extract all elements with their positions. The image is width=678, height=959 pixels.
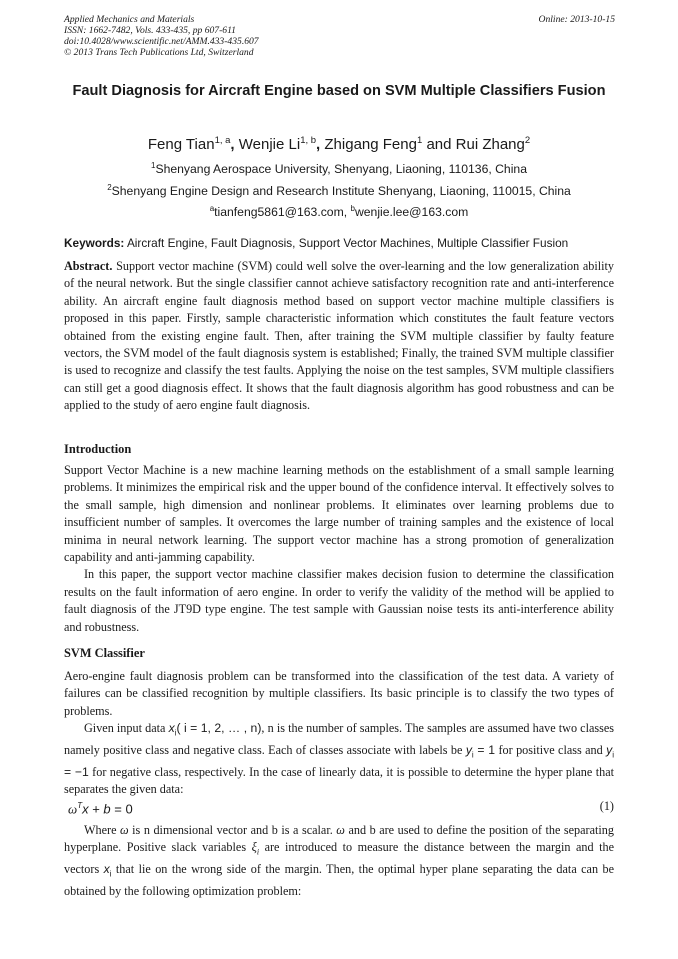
paragraph: In this paper, the support vector machine classifier makes decision fusion to determine the classification results on the fault information of aero engine. In order to verify the validity of the method will be applied to fault diagnosis of the JT9D type engine. The test sample with Gaussian noise tests its anti-interference ability and robustness. <box>64 567 614 634</box>
paragraph: Where ω is n dimensional vector and b is a scalar. ω and b are used to define the position of the separating hyperplane. Positive slack variables $\xi_i$ are introduced to measure the distance between the margin and the vectors $x_i$ that lie on the wrong side of the margin. Then, the optimal hyper plane separating the data can be obtained by the following optimization problem: <box>64 823 614 899</box>
affiliation <box>64 180 614 199</box>
author-sup: 1, a <box>214 135 231 146</box>
paragraph: Support Vector Machine is a new machine learning methods on the establishment of a small sample learning problems. It minimizes the empirical risk and the upper bound of the confidence interval. It effectively solves to the small sample, high dimension and nonlinear problems. It eliminates over learning problems due to insufficient number of samples. It overcomes the large number of training samples and the existence of local minima in neural network learning. The support vector machine has a strong promotion of generalization capability and anti-jamming capability. <box>64 463 614 565</box>
journal-copyright: © 2013 Trans Tech Publications Ltd, Switzerland <box>64 47 254 58</box>
abstract-label: Abstract. <box>64 259 113 273</box>
author-name: Rui Zhang <box>455 136 525 153</box>
abstract <box>64 258 614 415</box>
section-heading-svm: SVM Classifier <box>64 646 145 660</box>
author-emails <box>64 201 614 220</box>
email-sup: a <box>209 204 215 213</box>
email-link[interactable]: tianfeng5861@163.com, <box>214 205 351 220</box>
author-sup: 1, b <box>300 135 317 146</box>
journal-header <box>64 14 259 58</box>
keywords-text: Aircraft Engine, Fault Diagnosis, Support Vector Machines, Multiple Classifier Fusion <box>124 236 569 250</box>
keywords <box>64 236 614 250</box>
author-list: Feng Tian$^{1, a}$, Wenjie Li$^{1, b}$, Zhigang Feng$^1$ and Rui Zhang$^2$ <box>147 135 531 153</box>
math-x-i: $x_i$ <box>103 862 112 879</box>
paragraph: Aero-engine fault diagnosis problem can be transformed into the classification of the test data. A variety of failures can be classified recognition by multiple classifiers. Its basic principle is to classify the two types of problems. <box>64 669 614 718</box>
author-sup: 2 <box>524 135 531 146</box>
journal-issn: ISSN: 1662-7482, Vols. 433-435, pp 607-611 <box>64 25 236 36</box>
journal-doi: doi:10.4028/www.scientific.net/AMM.433-435.607 <box>64 36 259 47</box>
affiliation-text: Shenyang Engine Design and Research Institute Shenyang, Liaoning, 110015, China <box>111 184 571 199</box>
keywords-label: Keywords: <box>64 236 125 250</box>
math-omega: ω <box>336 823 345 837</box>
math-xi: $\xi_i$ <box>251 840 260 857</box>
paper-title: Fault Diagnosis for Aircraft Engine based on SVM Multiple Classifiers Fusion <box>72 83 606 99</box>
author-name: Feng Tian <box>147 136 215 153</box>
email-sup: b <box>350 204 355 213</box>
svm-body <box>64 668 614 799</box>
math-omega: ω <box>120 823 129 837</box>
affiliation-text: Shenyang Aerospace University, Shenyang, Liaoning, 110136, China <box>155 162 527 177</box>
math-y-positive: $y_i = 1$ <box>465 743 496 760</box>
email-link[interactable]: wenjie.lee@163.com <box>354 205 469 220</box>
svm-body-continued <box>64 822 614 901</box>
introduction-body <box>64 462 614 636</box>
author-sup: 1 <box>416 135 423 146</box>
author-name: Wenjie Li <box>238 136 301 153</box>
affiliation-sup: 1 <box>151 161 156 170</box>
affiliation-sup: 2 <box>107 183 112 192</box>
equation-number: (1) <box>599 799 614 813</box>
affiliation <box>64 158 614 177</box>
author-and: and <box>426 136 452 153</box>
math-y-negative: $y_i = -1$ <box>64 743 615 779</box>
journal-name: Applied Mechanics and Materials <box>64 14 195 25</box>
author-name: Zhigang Feng <box>324 136 417 153</box>
abstract-text: Support vector machine (SVM) could well solve the over-learning and the low generalization ability of the neural network. But the single classifier cannot achieve satisfactory recognition rate and anti-interference ability. An aircraft engine fault diagnosis method based on support vector machine multiple classifiers is proposed in this paper. Firstly, sample characteristic information which constitutes the fault feature vectors obtained from the existing engine fault. Then, after training the SVM multiple classifier by faulty feature vectors, the SVM model of the fault diagnosis system is established; Finally, the trained SVM multiple classifier is used to recognize and classify the test faults. Applying the noise on the test samples, SVM multiple classifiers can still get a good diagnosis effect. It shows that the fault diagnosis algorithm has good robustness and can be applied to the study of aero engine fault diagnosis. <box>64 259 614 413</box>
online-date: Online: 2013-10-15 <box>538 14 615 25</box>
section-heading-introduction: Introduction <box>64 442 132 456</box>
paragraph: Given input data $x_i$( i = 1, 2, … , n), n is the number of samples. The samples are assumed have two classes namely positive class and negative class. Each of classes associate with labels be $y_i = 1$ for positive class and $y_i = -1$ for negative class, respectively. In the case of linearly data, it is possible to determine the hyper plane that separates the given data: <box>64 721 615 797</box>
math-x-i: $x_i$( i = 1, 2, … , n) <box>168 721 262 738</box>
equation-expression: $\omega^Tx + b = 0$ <box>68 801 133 817</box>
